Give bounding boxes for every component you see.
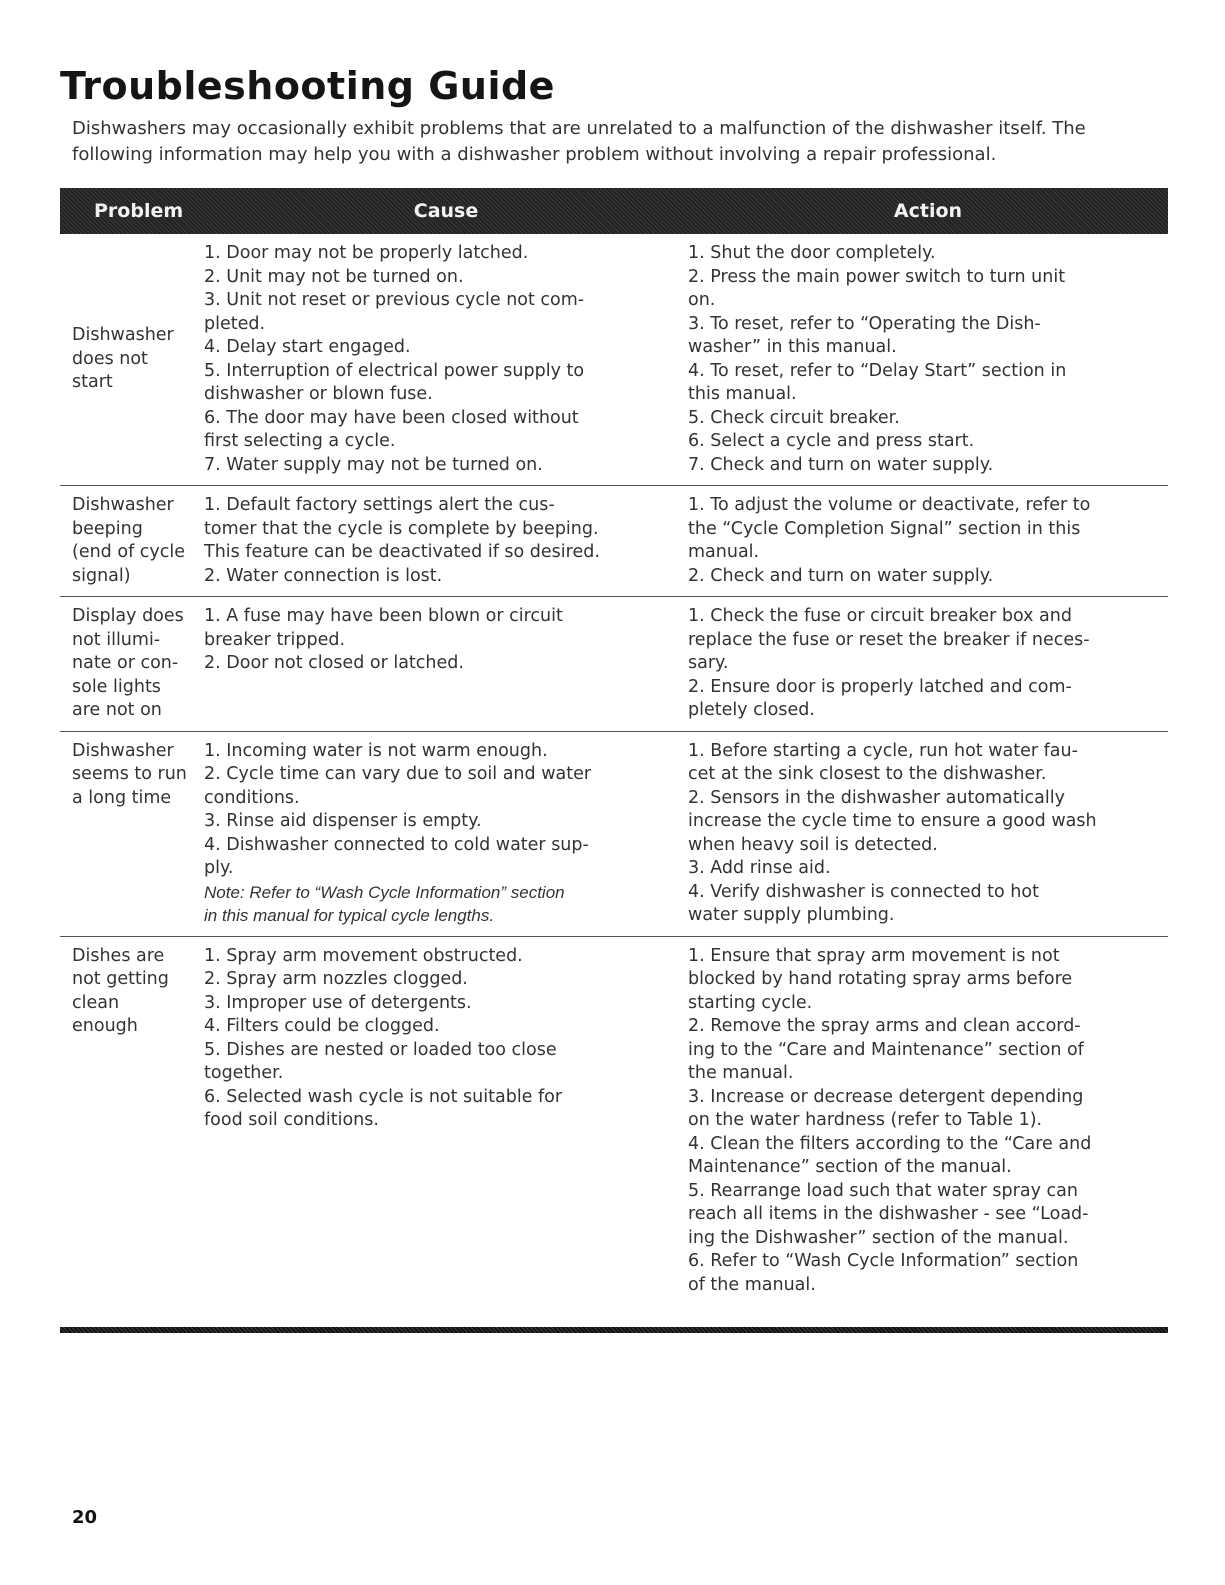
cause-text: 2. Cycle time can vary due to soil and water — [204, 764, 592, 784]
action-text: of the manual. — [688, 1274, 816, 1295]
problem-text: clean — [72, 992, 120, 1013]
cause-note: Note: Refer to “Wash Cycle Information” section — [204, 882, 565, 902]
action-cell — [688, 936, 1168, 1305]
cause-text: 2. Unit may not be turned on. — [204, 266, 464, 287]
cause-text: breaker tripped. — [204, 629, 346, 650]
cause-cell — [204, 486, 688, 597]
table-header-row — [60, 188, 1168, 234]
action-text: sary. — [688, 653, 729, 673]
action-text: 2. Press the main power switch to turn unit — [688, 266, 1066, 287]
action-text: 5. Check circuit breaker. — [688, 407, 900, 428]
header-action: Action — [688, 188, 1168, 234]
action-text: on the water hardness (refer to Table 1). — [688, 1110, 1043, 1130]
action-cell — [688, 731, 1168, 936]
problem-text: (end of cycle — [72, 542, 186, 562]
action-text: the manual. — [688, 1063, 794, 1083]
troubleshooting-table — [60, 188, 1168, 1305]
action-text: pletely closed. — [688, 700, 815, 720]
problem-text: Dishwasher — [72, 325, 174, 346]
header-cause: Cause — [204, 188, 688, 234]
table-row — [60, 234, 1168, 486]
cause-text: 2. Water connection is lost. — [204, 565, 443, 586]
action-cell — [688, 597, 1168, 732]
problem-text: start — [72, 372, 113, 393]
action-cell — [688, 486, 1168, 597]
action-text: blocked by hand rotating spray arms before — [688, 969, 1073, 989]
action-text: 2. Ensure door is properly latched and com- — [688, 676, 1072, 697]
action-text: 6. Select a cycle and press start. — [688, 431, 975, 451]
cause-text: 3. Unit not reset or previous cycle not com- — [204, 290, 585, 310]
action-text: 6. Refer to “Wash Cycle Information” section — [688, 1251, 1079, 1271]
cause-text: first selecting a cycle. — [204, 431, 396, 451]
action-text: cet at the sink closest to the dishwasher. — [688, 764, 1047, 784]
troubleshooting-page — [60, 62, 1168, 1305]
intro-line: Dishwashers may occasionally exhibit problems that are unrelated to a malfunction of the dishwasher itself. The — [72, 118, 1086, 139]
action-text: 2. Sensors in the dishwasher automatically — [688, 787, 1065, 808]
action-text: 4. Verify dishwasher is connected to hot — [688, 881, 1039, 902]
problem-cell — [60, 597, 204, 732]
action-text: 1. Shut the door completely. — [688, 243, 936, 263]
action-text: when heavy soil is detected. — [688, 834, 938, 855]
action-cell — [688, 234, 1168, 486]
cause-text: 3. Improper use of detergents. — [204, 992, 472, 1013]
cause-text: 6. The door may have been closed without — [204, 407, 579, 428]
problem-cell — [60, 234, 204, 486]
problem-text: does not — [72, 348, 148, 369]
problem-text: not illumi- — [72, 629, 161, 650]
action-text: 1. Check the fuse or circuit breaker box and — [688, 606, 1072, 626]
cause-text: 1. Default factory settings alert the cus- — [204, 495, 555, 515]
problem-text: Display does — [72, 606, 184, 626]
action-text: starting cycle. — [688, 992, 813, 1013]
cause-text: 5. Dishes are nested or loaded too close — [204, 1039, 557, 1060]
cause-text: pleted. — [204, 313, 266, 334]
problem-cell — [60, 486, 204, 597]
cause-text: 5. Interruption of electrical power supply to — [204, 360, 585, 381]
action-text: 2. Check and turn on water supply. — [688, 565, 994, 586]
page-title: Troubleshooting Guide — [60, 64, 555, 108]
problem-text: signal) — [72, 565, 131, 586]
action-text: manual. — [688, 542, 760, 562]
table-row — [60, 486, 1168, 597]
action-text: 5. Rearrange load such that water spray can — [688, 1180, 1078, 1201]
cause-text: 4. Delay start engaged. — [204, 337, 411, 357]
problem-text: nate or con- — [72, 653, 179, 673]
action-text: this manual. — [688, 384, 797, 404]
problem-text: not getting — [72, 969, 169, 989]
cause-text: together. — [204, 1063, 284, 1083]
page-number: 20 — [72, 1507, 98, 1528]
cause-text: 1. Door may not be properly latched. — [204, 243, 529, 263]
intro-line: following information may help you with a dishwasher problem without involving a repair professional. — [72, 144, 997, 165]
cause-text: 2. Spray arm nozzles clogged. — [204, 969, 468, 989]
problem-text: are not on — [72, 700, 162, 720]
cause-text: 1. A fuse may have been blown or circuit — [204, 606, 563, 626]
problem-text: sole lights — [72, 676, 161, 697]
cause-text: 4. Dishwasher connected to cold water sup- — [204, 834, 589, 855]
action-text: 1. Ensure that spray arm movement is not — [688, 945, 1060, 966]
table-bottom-rule — [60, 1327, 1168, 1333]
table-row — [60, 936, 1168, 1305]
cause-text: tomer that the cycle is complete by beeping. — [204, 518, 599, 539]
cause-text: 7. Water supply may not be turned on. — [204, 454, 543, 475]
action-text: 3. To reset, refer to “Operating the Dish- — [688, 313, 1041, 334]
action-text: 7. Check and turn on water supply. — [688, 454, 994, 475]
cause-text: 2. Door not closed or latched. — [204, 653, 464, 673]
cause-cell — [204, 234, 688, 486]
cause-text: 3. Rinse aid dispenser is empty. — [204, 811, 482, 831]
action-text: 1. Before starting a cycle, run hot water fau- — [688, 740, 1078, 761]
cause-text: conditions. — [204, 787, 300, 808]
action-text: Maintenance” section of the manual. — [688, 1157, 1012, 1177]
table-row — [60, 731, 1168, 936]
problem-text: a long time — [72, 787, 172, 808]
action-text: on. — [688, 290, 716, 310]
action-text: the “Cycle Completion Signal” section in this — [688, 518, 1081, 539]
action-text: reach all items in the dishwasher - see “Load- — [688, 1204, 1089, 1224]
cause-text: dishwasher or blown fuse. — [204, 384, 433, 404]
action-text: 4. Clean the filters according to the “Care and — [688, 1133, 1092, 1154]
cause-text: This feature can be deactivated if so desired. — [204, 542, 600, 562]
action-text: washer” in this manual. — [688, 337, 897, 357]
action-text: 2. Remove the spray arms and clean accord- — [688, 1016, 1081, 1036]
cause-note: in this manual for typical cycle lengths. — [204, 906, 495, 925]
problem-text: Dishwasher — [72, 495, 174, 515]
problem-text: enough — [72, 1016, 138, 1036]
action-text: replace the fuse or reset the breaker if neces- — [688, 629, 1090, 650]
intro-paragraph — [72, 116, 1168, 168]
cause-text: 1. Spray arm movement obstructed. — [204, 945, 523, 966]
cause-cell — [204, 731, 688, 936]
problem-cell — [60, 936, 204, 1305]
action-text: 1. To adjust the volume or deactivate, refer to — [688, 495, 1091, 515]
problem-text: Dishwasher — [72, 740, 174, 761]
table-row — [60, 597, 1168, 732]
action-text: 3. Add rinse aid. — [688, 858, 831, 878]
action-text: 4. To reset, refer to “Delay Start” section in — [688, 360, 1067, 381]
cause-cell — [204, 936, 688, 1305]
action-text: ing the Dishwasher” section of the manual. — [688, 1227, 1069, 1248]
cause-text: food soil conditions. — [204, 1110, 379, 1130]
cause-text: ply. — [204, 858, 234, 878]
action-text: water supply plumbing. — [688, 905, 895, 925]
problem-text: beeping — [72, 518, 143, 539]
action-text: increase the cycle time to ensure a good wash — [688, 811, 1097, 831]
action-text: 3. Increase or decrease detergent depending — [688, 1086, 1084, 1107]
problem-text: Dishes are — [72, 945, 165, 966]
cause-text: 1. Incoming water is not warm enough. — [204, 740, 548, 761]
cause-cell — [204, 597, 688, 732]
header-problem: Problem — [60, 188, 204, 234]
action-text: ing to the “Care and Maintenance” section of — [688, 1039, 1084, 1060]
cause-text: 4. Filters could be clogged. — [204, 1016, 440, 1036]
cause-text: 6. Selected wash cycle is not suitable for — [204, 1086, 563, 1107]
problem-text: seems to run — [72, 764, 187, 784]
problem-cell — [60, 731, 204, 936]
